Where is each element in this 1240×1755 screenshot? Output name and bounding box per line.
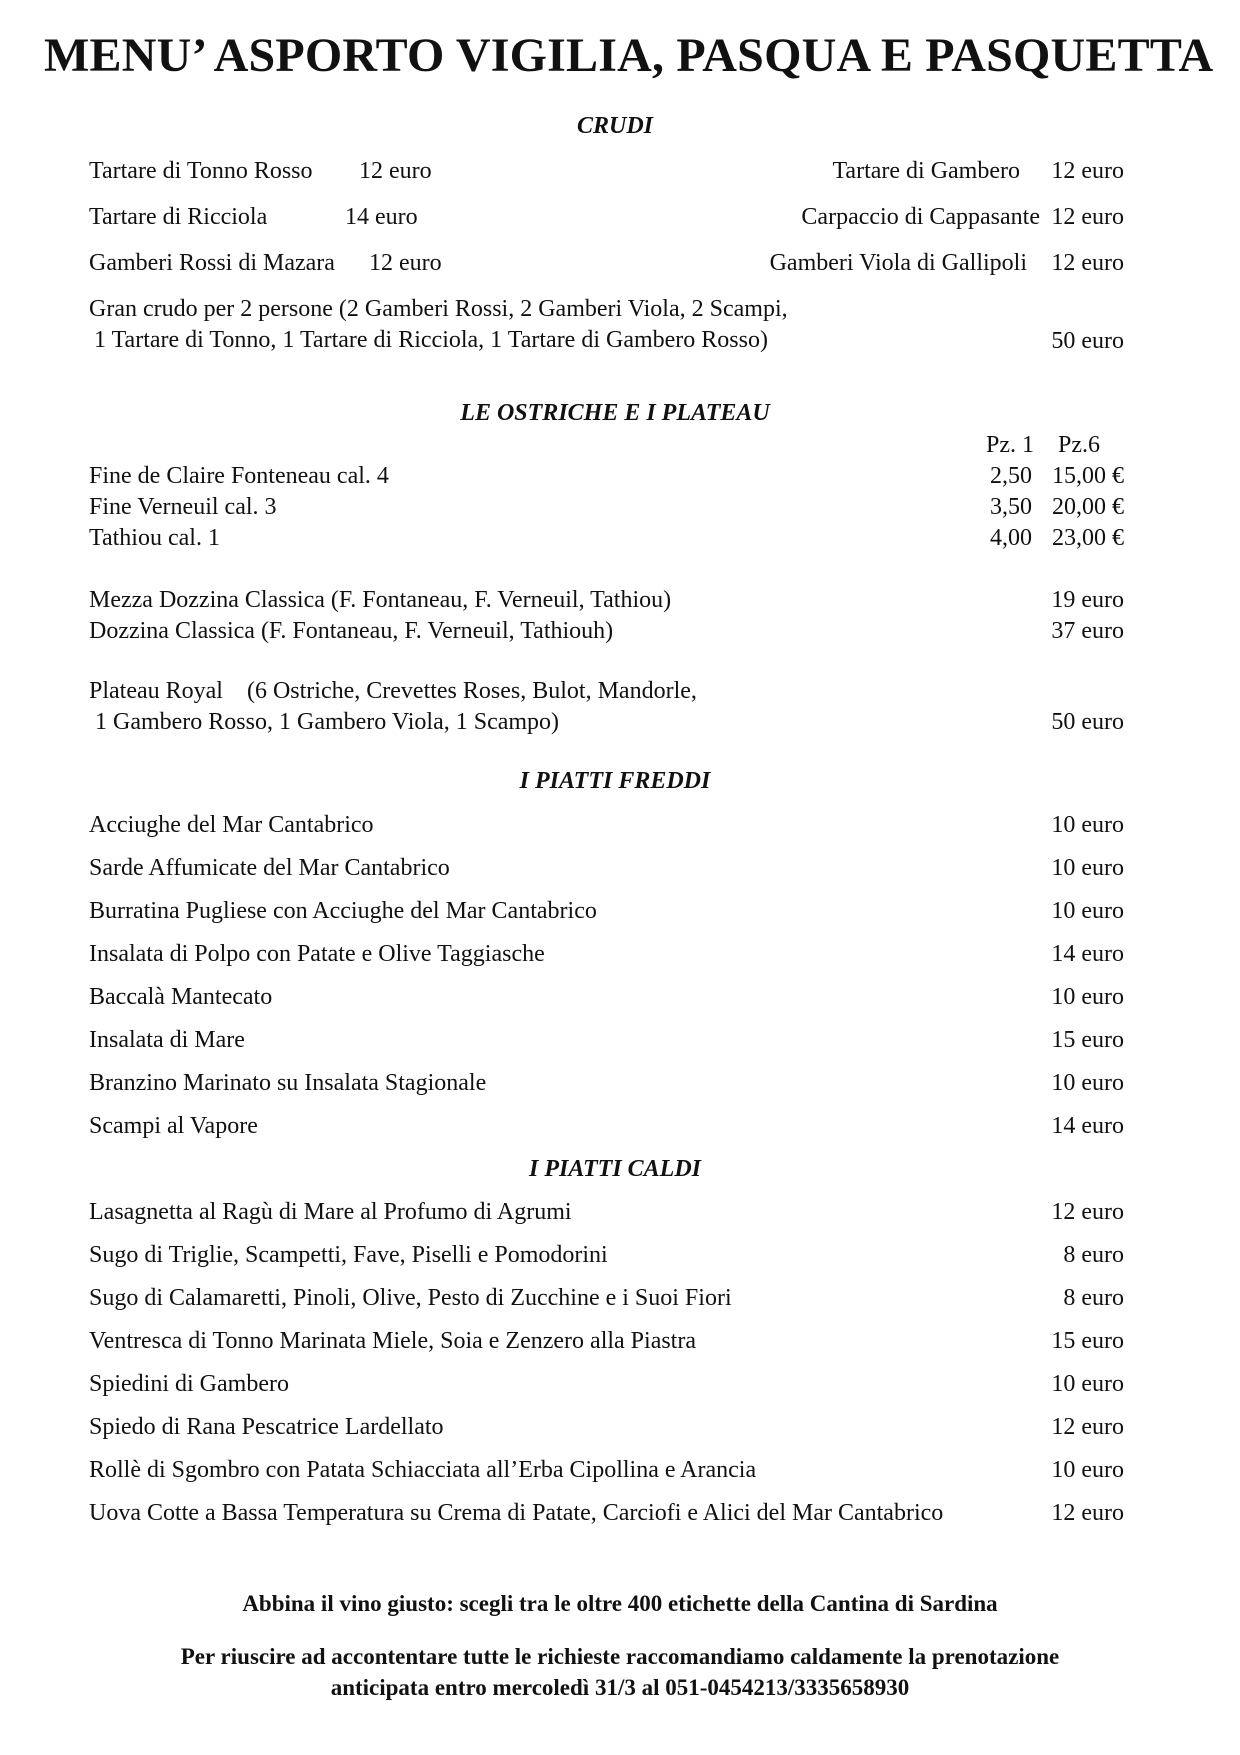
item-price: 12 euro	[1051, 1500, 1124, 1526]
booking-note-line2: anticipata entro mercoledì 31/3 al 051-0454213/3335658930	[330, 1675, 910, 1700]
item-name: Insalata di Mare	[89, 1027, 245, 1053]
item-name: Insalata di Polpo con Patate e Olive Taggiasche	[89, 941, 545, 967]
item-price: 12 euro	[1051, 1199, 1124, 1225]
item-price: 12 euro	[369, 250, 442, 276]
item-name: Fine Verneuil cal. 3	[89, 494, 277, 520]
item-price-pz1: 3,50	[990, 494, 1032, 520]
item-price: 50 euro	[1051, 709, 1124, 735]
item-price: 37 euro	[1051, 618, 1124, 644]
column-header-pz1: Pz. 1	[986, 432, 1034, 458]
wine-note: Abbina il vino giusto: scegli tra le oltre 400 etichette della Cantina di Sardina	[242, 1591, 998, 1616]
item-price-pz1: 4,00	[990, 525, 1032, 551]
item-name: Plateau Royal (6 Ostriche, Crevettes Roses, Bulot, Mandorle,	[89, 678, 697, 704]
item-name: Carpaccio di Cappasante	[801, 204, 1040, 230]
item-name: Burratina Pugliese con Acciughe del Mar Cantabrico	[89, 898, 597, 924]
column-header-pz6: Pz.6	[1058, 432, 1100, 458]
page-title: MENU’ ASPORTO VIGILIA, PASQUA E PASQUETTA	[44, 29, 1214, 82]
item-price: 14 euro	[1051, 1113, 1124, 1139]
item-price: 10 euro	[1051, 898, 1124, 924]
item-name: Spiedo di Rana Pescatrice Lardellato	[89, 1414, 444, 1440]
item-description: 1 Tartare di Tonno, 1 Tartare di Ricciola, 1 Tartare di Gambero Rosso)	[94, 327, 768, 353]
item-price: 12 euro	[1051, 1414, 1124, 1440]
item-name: Baccalà Mantecato	[89, 984, 273, 1010]
item-price: 15 euro	[1051, 1328, 1124, 1354]
item-name: Fine de Claire Fonteneau cal. 4	[89, 463, 389, 489]
item-name: Acciughe del Mar Cantabrico	[89, 812, 374, 838]
item-price: 50 euro	[1051, 328, 1124, 354]
item-name: Gamberi Rossi di Mazara	[89, 250, 335, 276]
item-price: 10 euro	[1051, 1457, 1124, 1483]
item-price: 12 euro	[1051, 158, 1124, 184]
item-price-pz6: 20,00 €	[1052, 494, 1124, 520]
item-name: Sarde Affumicate del Mar Cantabrico	[89, 855, 450, 881]
item-name: Mezza Dozzina Classica (F. Fontaneau, F. Verneuil, Tathiou)	[89, 587, 672, 613]
item-price: 8 euro	[1063, 1242, 1124, 1268]
item-name: Lasagnetta al Ragù di Mare al Profumo di Agrumi	[89, 1199, 572, 1225]
item-name: Tartare di Gambero	[832, 158, 1020, 184]
item-price: 10 euro	[1051, 1070, 1124, 1096]
item-price: 8 euro	[1063, 1285, 1124, 1311]
item-price: 10 euro	[1051, 1371, 1124, 1397]
item-name: Sugo di Triglie, Scampetti, Fave, Piselli e Pomodorini	[89, 1242, 608, 1268]
item-price: 10 euro	[1051, 984, 1124, 1010]
item-price: 14 euro	[345, 204, 418, 230]
item-price: 10 euro	[1051, 812, 1124, 838]
item-price: 19 euro	[1051, 587, 1124, 613]
item-name: Rollè di Sgombro con Patata Schiacciata all’Erba Cipollina e Arancia	[89, 1457, 757, 1483]
section-heading-freddi: I PIATTI FREDDI	[519, 768, 711, 794]
item-price: 14 euro	[1051, 941, 1124, 967]
item-price-pz6: 23,00 €	[1052, 525, 1124, 551]
item-name: Ventresca di Tonno Marinata Miele, Soia e Zenzero alla Piastra	[89, 1328, 696, 1354]
item-name: Gran crudo per 2 persone (2 Gamberi Rossi, 2 Gamberi Viola, 2 Scampi,	[89, 296, 788, 322]
item-price: 12 euro	[1051, 204, 1124, 230]
item-price: 10 euro	[1051, 855, 1124, 881]
item-price: 12 euro	[1051, 250, 1124, 276]
booking-note-line1: Per riuscire ad accontentare tutte le richieste raccomandiamo caldamente la prenotazione	[180, 1644, 1060, 1669]
section-heading-crudi: CRUDI	[576, 113, 654, 139]
item-name: Tathiou cal. 1	[89, 525, 220, 551]
section-heading-caldi: I PIATTI CALDI	[528, 1156, 702, 1182]
item-price-pz1: 2,50	[990, 463, 1032, 489]
section-heading-ostriche: LE OSTRICHE E I PLATEAU	[460, 400, 770, 426]
item-name: Scampi al Vapore	[89, 1113, 258, 1139]
item-name: Gamberi Viola di Gallipoli	[769, 250, 1027, 276]
item-name: Uova Cotte a Bassa Temperatura su Crema di Patate, Carciofi e Alici del Mar Cantabrico	[89, 1500, 944, 1526]
item-price: 12 euro	[359, 158, 432, 184]
item-name: Spiedini di Gambero	[89, 1371, 289, 1397]
item-name: Dozzina Classica (F. Fontaneau, F. Verneuil, Tathiouh)	[89, 618, 614, 644]
item-name: Tartare di Ricciola	[89, 204, 268, 230]
item-price: 15 euro	[1051, 1027, 1124, 1053]
item-description: 1 Gambero Rosso, 1 Gambero Viola, 1 Scampo)	[95, 709, 560, 735]
item-name: Sugo di Calamaretti, Pinoli, Olive, Pesto di Zucchine e i Suoi Fiori	[89, 1285, 732, 1311]
item-name: Tartare di Tonno Rosso	[89, 158, 313, 184]
item-price-pz6: 15,00 €	[1052, 463, 1124, 489]
item-name: Branzino Marinato su Insalata Stagionale	[89, 1070, 487, 1096]
